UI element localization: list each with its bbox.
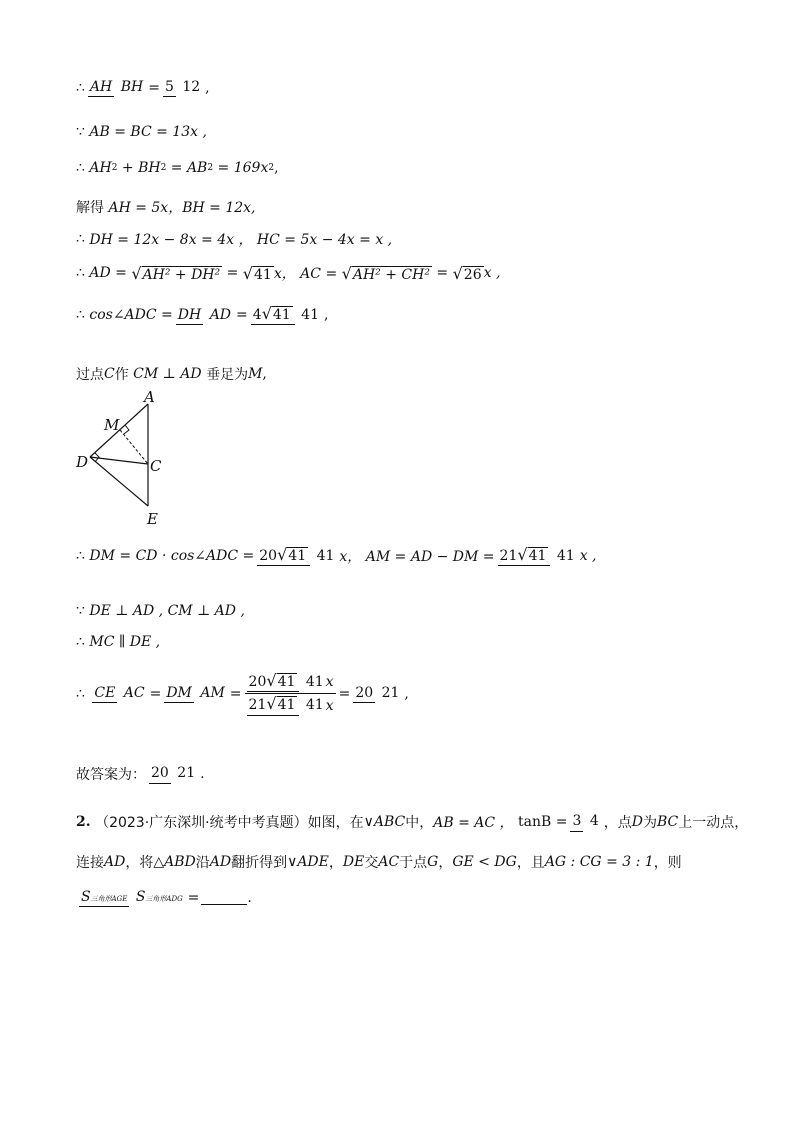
label-e: E <box>147 510 158 528</box>
right-angle-mark-m <box>124 425 129 434</box>
label-c: C <box>150 457 162 475</box>
answer-blank[interactable] <box>201 890 247 905</box>
step-cos-adc: ∴ cos∠ADC = DH AD = 4√41 41 , <box>76 305 328 325</box>
area-ratio-fraction: S三角形AGE S三角形ADG <box>79 888 185 907</box>
answer-line: 故答案为： 20 21 . <box>76 765 205 783</box>
segment-de <box>90 457 148 506</box>
step-ad-ac: ∴ AD = √AH² + DH² = √41 x， AC = √AH² + CH² = √26 x , <box>76 263 501 283</box>
step-dm-am: ∴ DM = CD · cos∠ADC = 20√41 41 x， AM = AD − DM = 21√41 41 x , <box>76 545 597 566</box>
step-ab-bc: ∵ AB = BC = 13x , <box>76 124 207 140</box>
step-dh-hc: ∴ DH = 12x − 8x = 4x ， HC = 5x − 4x = x , <box>76 231 393 248</box>
step-solve: 解得 AH = 5x，BH = 12x, <box>76 200 256 216</box>
compound-fraction: 20√41 41 x 21√41 41 x <box>245 672 336 716</box>
problem-number: 2. <box>76 814 91 830</box>
step-ratio-ah-bh: ∴ AH BH = 5 12 , <box>76 79 210 96</box>
step-parallel: ∴ MC ∥ DE , <box>76 634 161 650</box>
problem-2-line-1: 2. （2023·广东深圳·统考中考真题）如图，在 ∨ABC 中， AB = AC ， tanB = 3 4 ，点 D 为 BC 上一动点， <box>76 813 749 831</box>
problem-2-area-ratio: S三角形AGE S三角形ADG = . <box>81 889 252 906</box>
step-pythagoras: ∴ AH 2 + BH 2 = AB 2 = 169x 2 , <box>76 160 279 176</box>
step-ratio-ce-ac: ∴ CE AC = DM AM = 20√41 41 x 21√41 41 x = 20 21 , <box>76 672 409 716</box>
step-construct-cm: 过点 C 作 CM ⊥ AD 垂足为 M , <box>76 366 267 383</box>
label-m: M <box>104 416 120 434</box>
step-perpendiculars: ∵ DE ⊥ AD , CM ⊥ AD , <box>76 603 245 619</box>
geometry-figure <box>70 386 180 531</box>
fraction-ah-bh: AH BH <box>88 78 145 97</box>
therefore-symbol: ∴ <box>76 79 85 96</box>
problem-2-line-2: 连接 AD ，将 △ABD 沿 AD 翻折得到 ∨ADE ， DE 交 AC 于点 G ， GE < DG ，且 AG : CG = 3 : 1 ，则 <box>76 854 682 871</box>
label-d: D <box>76 453 89 471</box>
fraction-5-12: 5 12 <box>163 78 202 97</box>
segment-mc-dashed <box>120 430 148 464</box>
because-symbol: ∵ <box>76 124 85 140</box>
label-a: A <box>144 388 155 406</box>
